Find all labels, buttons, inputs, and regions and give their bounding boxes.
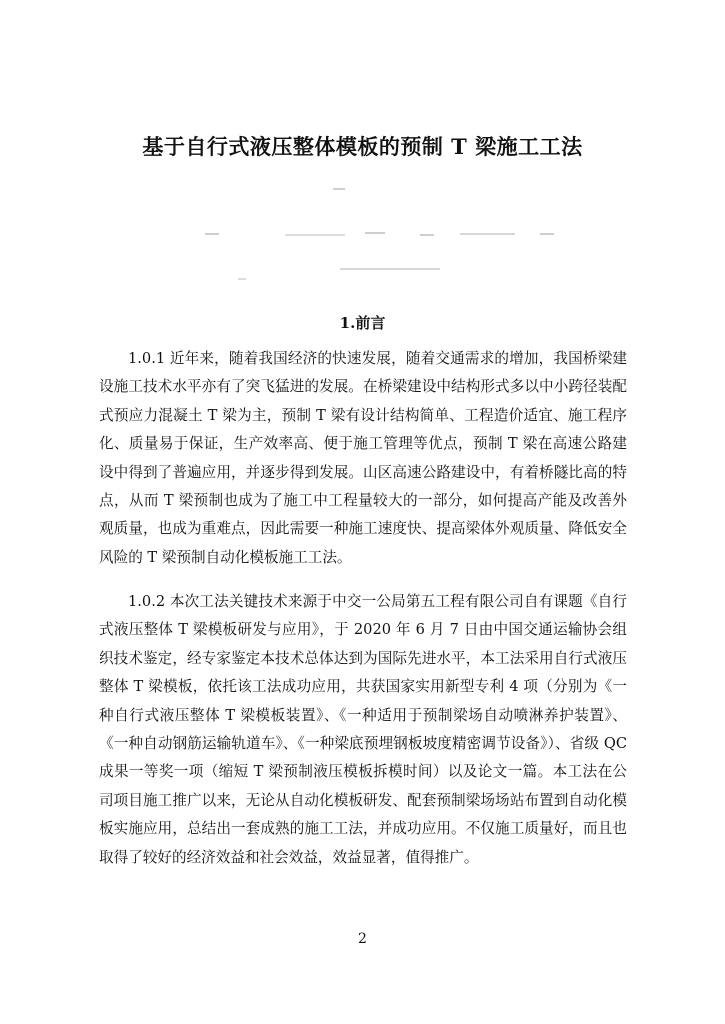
paragraph-1: 1.0.1 近年来，随着我国经济的快速发展，随着交通需求的增加，我国桥梁建设施工技术水平亦有了突飞猛进的发展。在桥梁建设中结构形式多以中小跨径装配式预应力混凝土 T 梁为主，预制 T 梁有设计结构简单、工程造价适宜、施工程序化、质量易于保证，生产效率高、便于施工管理等优点，预制 T 梁在高速公路建设中得到了普遍应用，并逐步得到发展。山区高速公路建设中，有着桥隧比高的特点，从而 T 梁预制也成为了施工中工程量较大的一部分，如何提高产能及改善外观质量，也成为重难点，因此需要一种施工速度快、提高梁体外观质量、降低安全风险的 T 梁预制自动化模板施工工法。 <box>99 350 627 566</box>
page-number: 2 <box>358 931 367 947</box>
faded-mark <box>340 268 440 270</box>
faded-mark <box>460 233 515 235</box>
faded-mark <box>420 234 434 236</box>
faded-mark <box>365 232 385 234</box>
faded-mark <box>540 233 554 235</box>
faded-mark <box>238 278 246 280</box>
faded-mark <box>333 188 345 190</box>
faded-mark <box>205 233 219 235</box>
section-heading: 1.前言 <box>339 314 386 332</box>
paragraph-2: 1.0.2 本次工法关键技术来源于中交一公局第五工程有限公司自有课题《自行式液压整体 T 梁模板研发与应用》，于 2020 年 6 月 7 日由中国交通运输协会组织技术鉴定，经专家鉴定本技术总体达到为国际先进水平，本工法采用自行式液压整体 T 梁模板，依托该工法成功应用，共获国家实用新型专利 4 项（分别为《一种自行式液压整体 T 梁模板装置》、《一种适用于预制梁场自动喷淋养护装置》、《一种自动钢筋运输轨道车》、《一种梁底预埋钢板坡度精密调节设备》）、省级 QC 成果一等奖一项（缩短 T 梁预制液压模板拆模时间）以及论文一篇。本工法在公司项目施工推广以来，无论从自动化模板研发、配套预制梁场场站布置到自动化模板实施应用，总结出一套成熟的施工工法，并成功应用。不仅施工质量好，而且也取得了较好的经济效益和社会效益，效益显著，值得推广。 <box>99 593 627 866</box>
faded-mark <box>285 234 345 236</box>
document-title: 基于自行式液压整体模板的预制 T 梁施工工法 <box>142 134 583 159</box>
